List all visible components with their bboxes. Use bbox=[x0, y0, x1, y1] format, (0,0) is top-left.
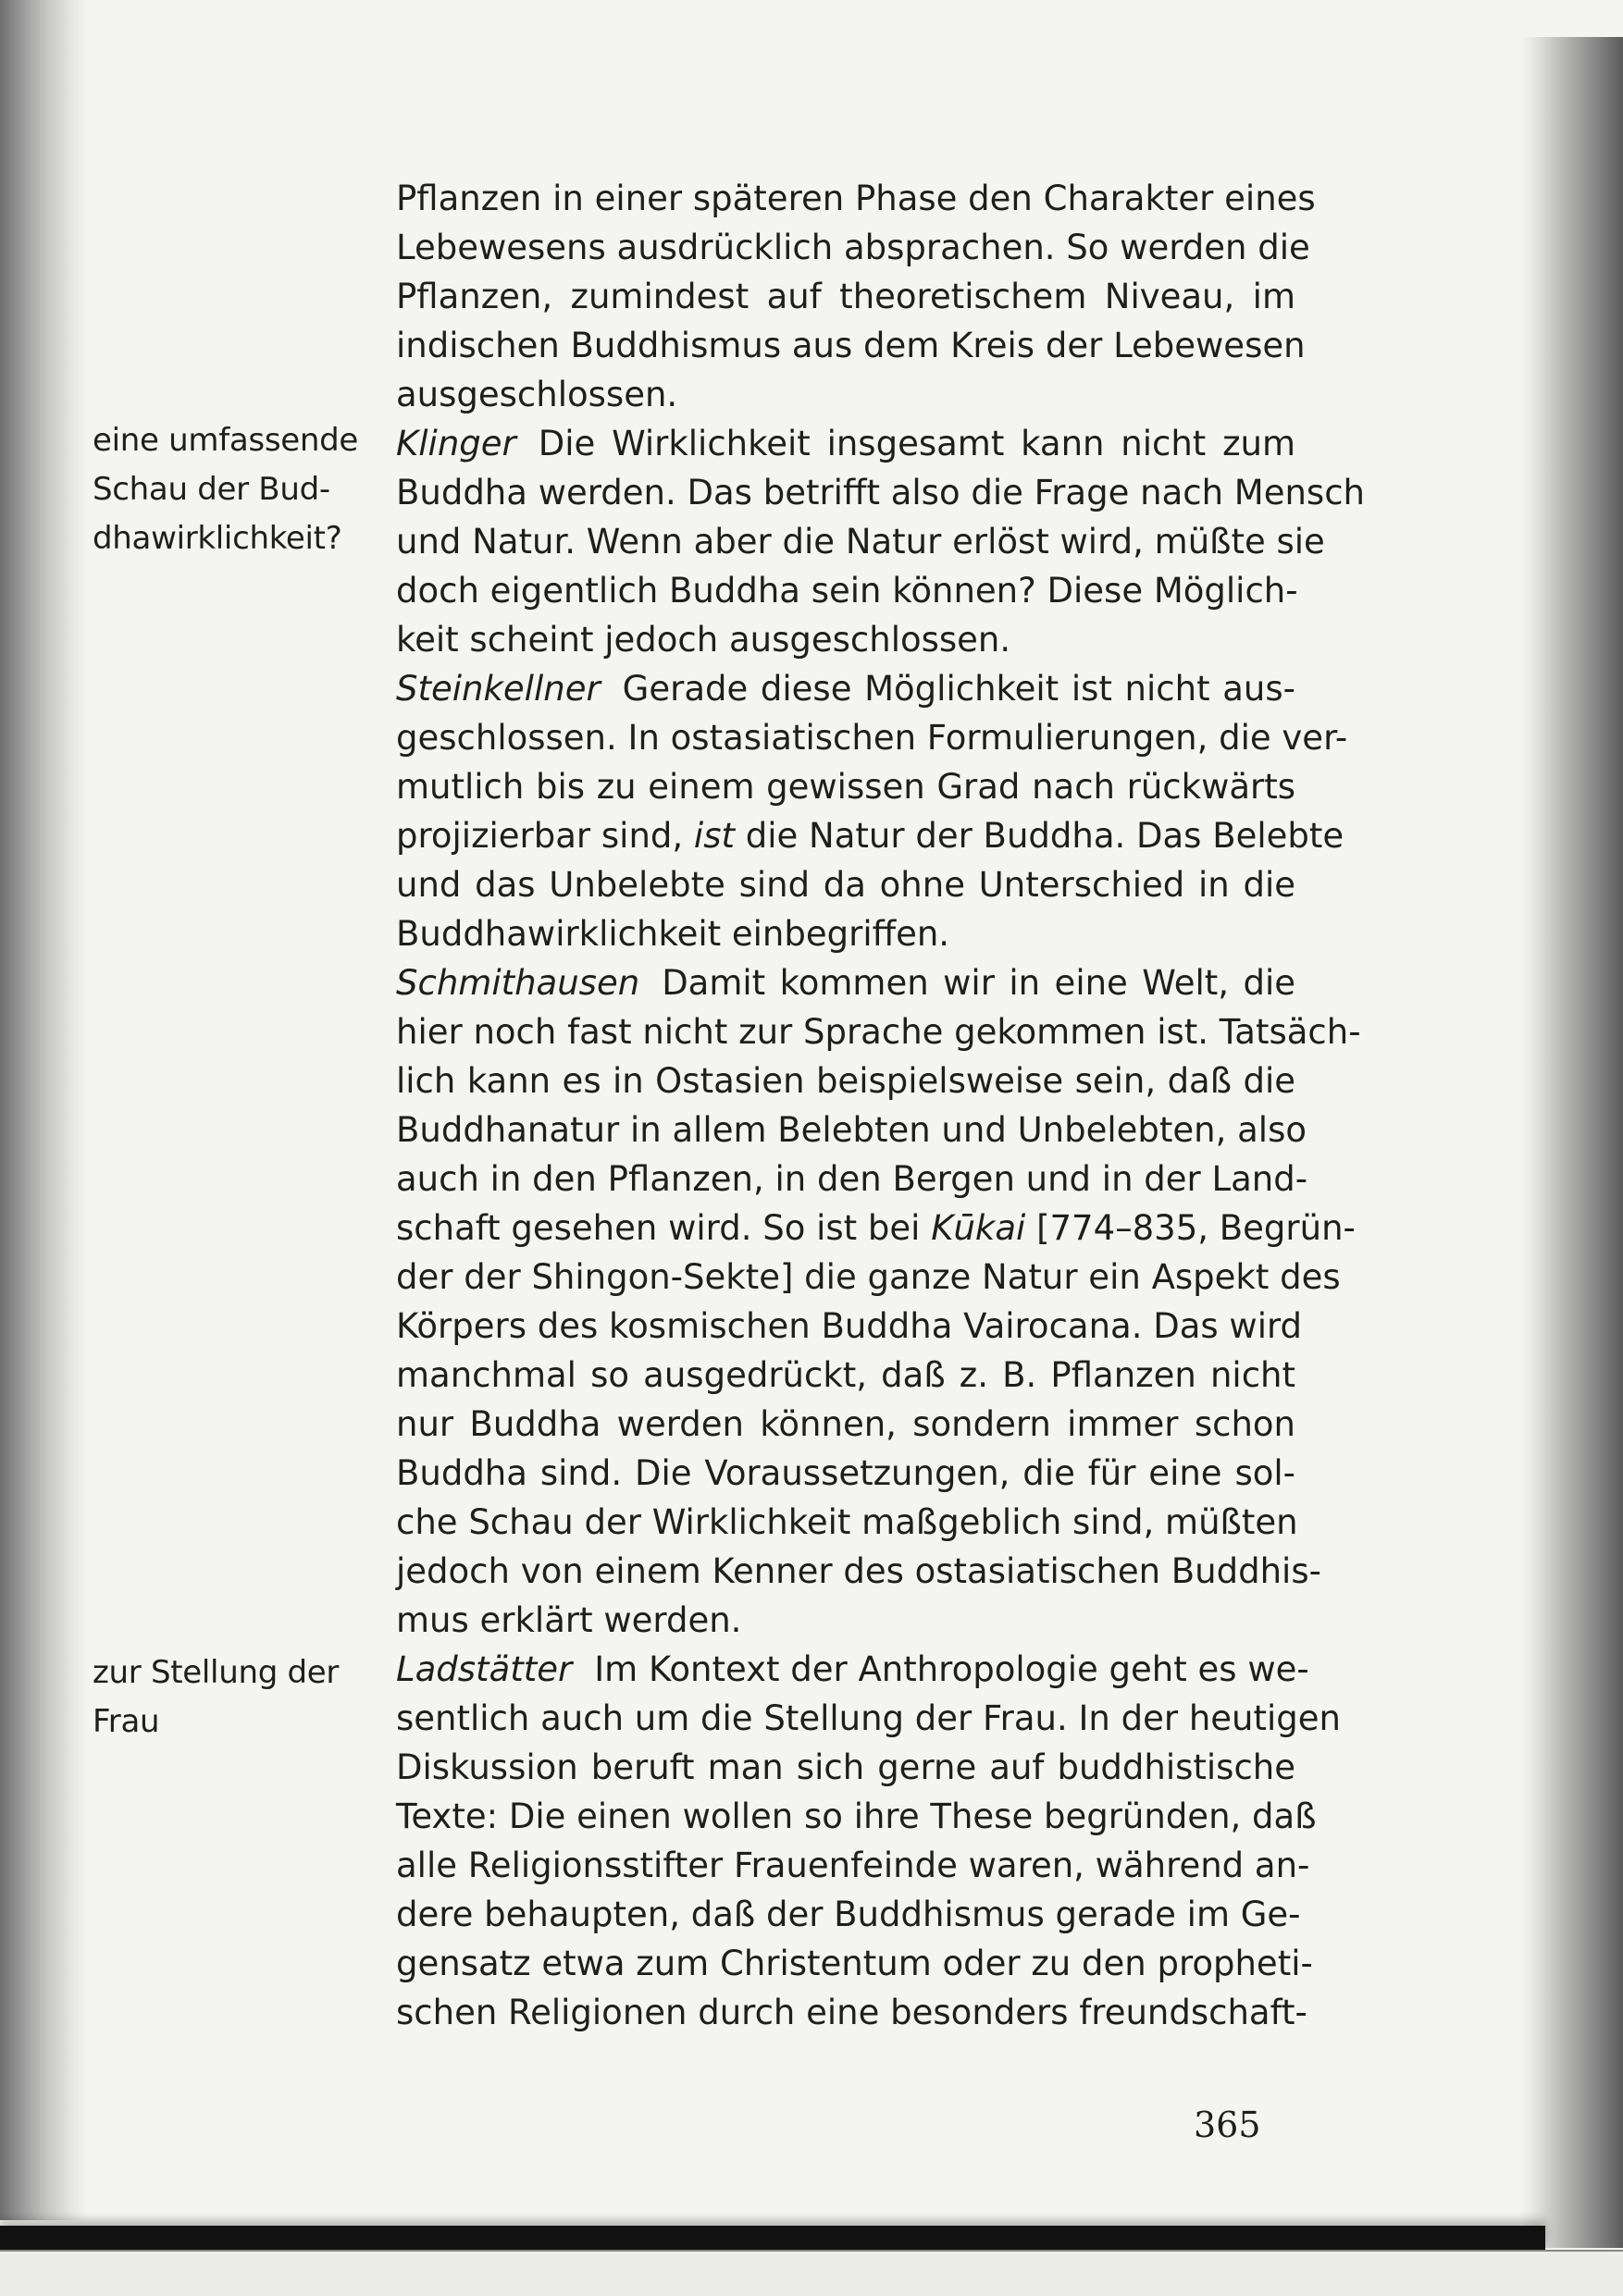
text-line: Steinkellner Gerade diese Möglichkeit ist nicht aus- bbox=[396, 669, 1295, 709]
paragraph-steinkellner bbox=[396, 664, 1348, 958]
text-line: schen Religionen durch eine besonders freundschaft- bbox=[396, 1993, 1307, 2032]
text-line: Klinger Die Wirklichkeit insgesamt kann nicht zum bbox=[396, 424, 1295, 463]
text-line: Texte: Die einen wollen so ihre These begründen, daß bbox=[396, 1796, 1317, 1836]
margin-note-buddhawirklichkeit bbox=[93, 416, 370, 563]
text-line: mutlich bis zu einem gewissen Grad nach rückwärts bbox=[396, 767, 1295, 807]
margin-note-line: dhawirklichkeit? bbox=[93, 520, 342, 557]
text-line: lich kann es in Ostasien beispielsweise sein, daß die bbox=[396, 1061, 1295, 1101]
text-line: jedoch von einem Kenner des ostasiatischen Buddhis- bbox=[396, 1551, 1321, 1591]
text-line: manchmal so ausgedrückt, daß z. B. Pflanzen nicht bbox=[396, 1355, 1295, 1395]
paragraph-schmithausen bbox=[396, 958, 1361, 1645]
speaker-name: Schmithausen bbox=[396, 963, 640, 1003]
text-line: indischen Buddhismus aus dem Kreis der Lebewesen bbox=[396, 326, 1306, 365]
text-line: Lebewesens ausdrücklich absprachen. So werden die bbox=[396, 228, 1310, 267]
margin-note-line: Schau der Bud- bbox=[93, 471, 330, 508]
text-line: geschlossen. In ostasiatischen Formulierungen, die ver- bbox=[396, 718, 1348, 758]
text-line: keit scheint jedoch ausgeschlossen. bbox=[396, 620, 1011, 660]
speaker-name: Ladstätter bbox=[396, 1649, 573, 1689]
margin-note-stellung-der-frau bbox=[93, 1648, 370, 1747]
text-line: sentlich auch um die Stellung der Frau. In der heutigen bbox=[396, 1698, 1341, 1738]
text-line: nur Buddha werden können, sondern immer schon bbox=[396, 1404, 1295, 1444]
text-line: hier noch fast nicht zur Sprache gekommen ist. Tatsäch- bbox=[396, 1012, 1361, 1052]
text-line: Buddha werden. Das betrifft also die Frage nach Mensch bbox=[396, 473, 1366, 512]
text-line: doch eigentlich Buddha sein können? Diese Möglich- bbox=[396, 571, 1298, 611]
text-line: gensatz etwa zum Christentum oder zu den propheti- bbox=[396, 1944, 1313, 1983]
text-line: Diskussion beruft man sich gerne auf buddhistische bbox=[396, 1747, 1295, 1787]
speaker-name: Steinkellner bbox=[396, 669, 601, 709]
text-line: projizierbar sind, ist die Natur der Buddha. Das Belebte bbox=[396, 816, 1344, 856]
paragraph-intro bbox=[396, 174, 1316, 419]
text-line: dere behaupten, daß der Buddhismus gerade im Ge- bbox=[396, 1895, 1301, 1934]
scan-bottom-edge bbox=[0, 2226, 1545, 2250]
text-line: Pflanzen in einer späteren Phase den Charakter eines bbox=[396, 179, 1316, 218]
text-line: und das Unbelebte sind da ohne Unterschied in die bbox=[396, 865, 1295, 905]
text-line: der der Shingon-Sekte] die ganze Natur ein Aspekt des bbox=[396, 1257, 1341, 1297]
speaker-name: Klinger bbox=[396, 424, 516, 463]
text-line: Körpers des kosmischen Buddha Vairocana. Das wird bbox=[396, 1306, 1303, 1346]
text-line: Buddhawirklichkeit einbegriffen. bbox=[396, 914, 950, 954]
margin-note-line: Frau bbox=[93, 1703, 160, 1740]
text-line: Ladstätter Im Kontext der Anthropologie geht es we- bbox=[396, 1649, 1309, 1689]
scan-shadow-left bbox=[0, 0, 88, 2220]
paragraph-klinger bbox=[396, 419, 1366, 664]
main-text bbox=[396, 174, 1366, 2037]
scan-shadow-right bbox=[1521, 37, 1623, 2248]
text-line: Buddhanatur in allem Belebten und Unbelebten, also bbox=[396, 1110, 1307, 1150]
text-line: Pflanzen, zumindest auf theoretischem Niveau, im bbox=[396, 277, 1295, 316]
paragraph-ladstaetter bbox=[396, 1645, 1341, 2037]
scan-bottom-strip bbox=[0, 2250, 1623, 2296]
text-line: auch in den Pflanzen, in den Bergen und in der Land- bbox=[396, 1159, 1308, 1199]
text-line: und Natur. Wenn aber die Natur erlöst wird, müßte sie bbox=[396, 522, 1325, 562]
page-number: 365 bbox=[1194, 2105, 1261, 2145]
margin-note-line: zur Stellung der bbox=[93, 1654, 340, 1691]
text-line: mus erklärt werden. bbox=[396, 1600, 742, 1640]
text-line: schaft gesehen wird. So ist bei Kūkai [774–835, Begrün- bbox=[396, 1208, 1356, 1248]
text-line: ausgeschlossen. bbox=[396, 375, 678, 414]
text-line: che Schau der Wirklichkeit maßgeblich sind, müßten bbox=[396, 1502, 1298, 1542]
margin-note-line: eine umfassende bbox=[93, 422, 359, 459]
text-line: Buddha sind. Die Voraussetzungen, die für eine sol- bbox=[396, 1453, 1295, 1493]
text-line: Schmithausen Damit kommen wir in eine Welt, die bbox=[396, 963, 1295, 1003]
text-line: alle Religionsstifter Frauenfeinde waren, während an- bbox=[396, 1845, 1310, 1885]
